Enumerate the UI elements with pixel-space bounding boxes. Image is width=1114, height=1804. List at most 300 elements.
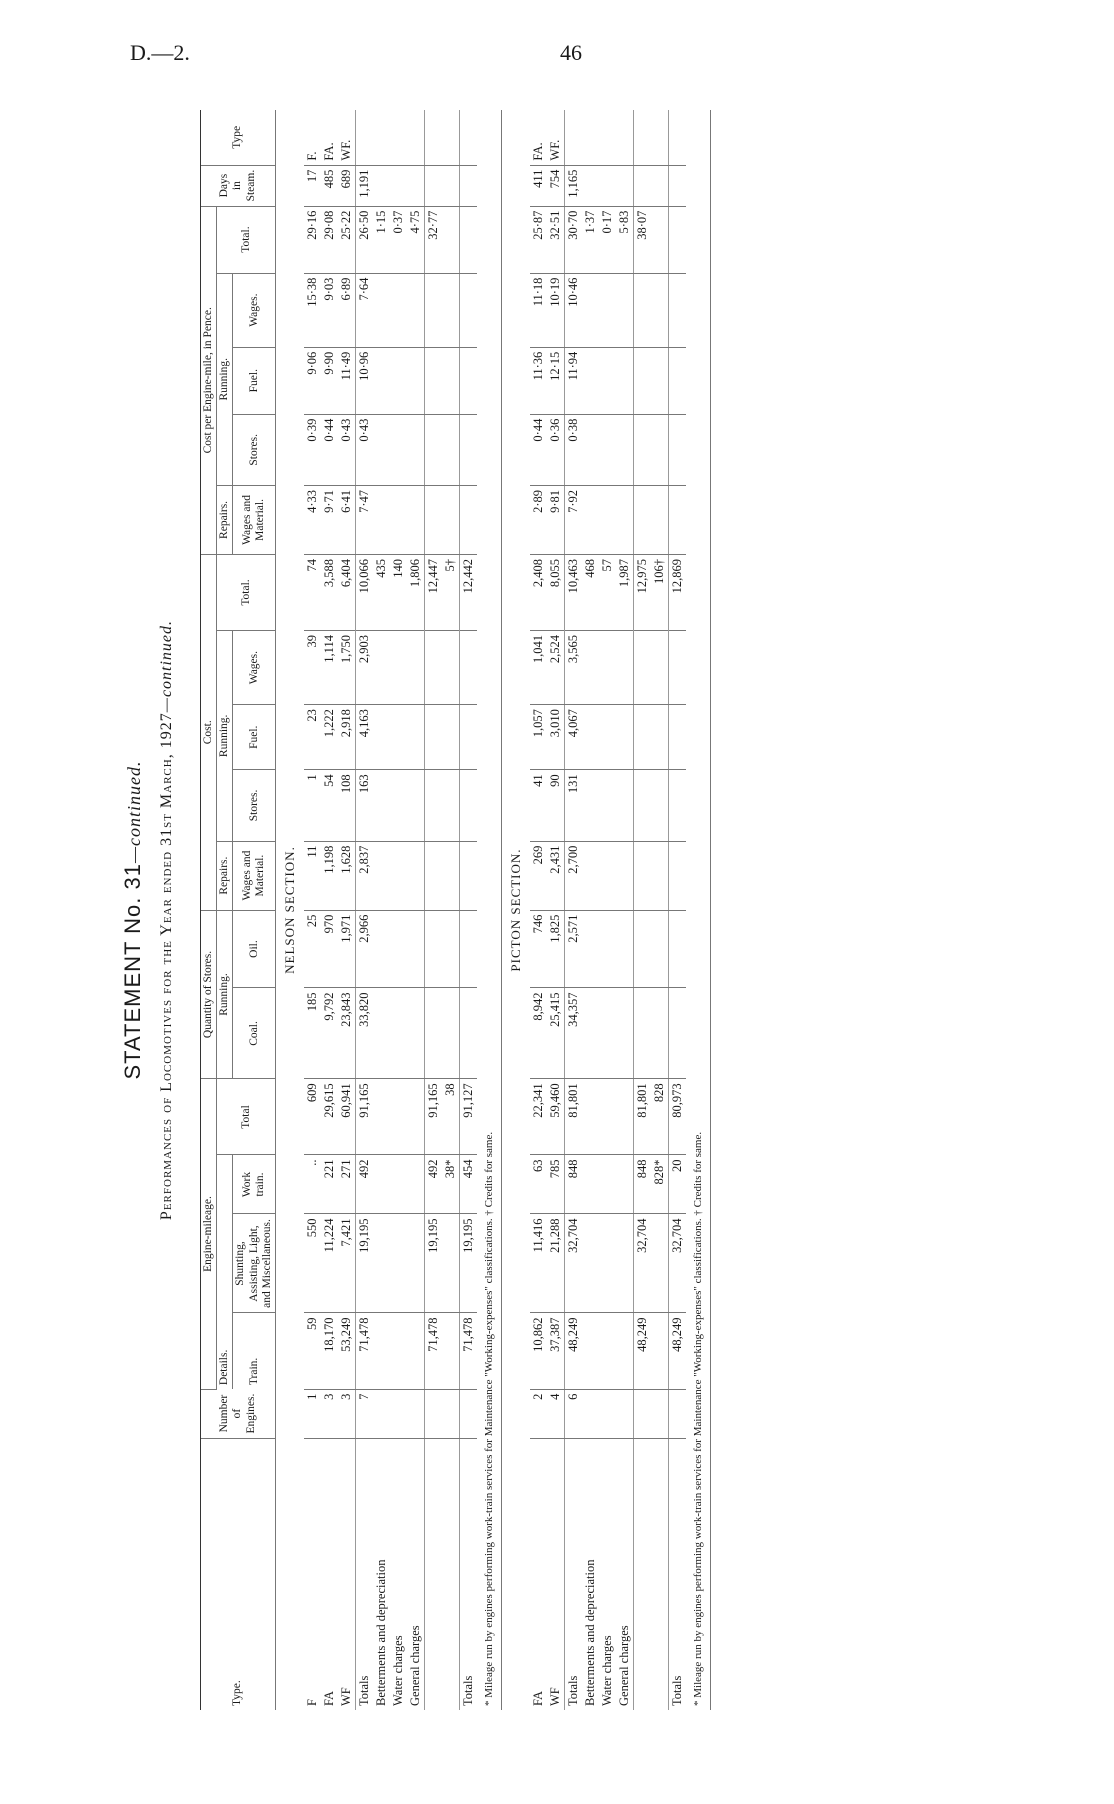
table-cell <box>373 910 390 988</box>
table-cell: 29,615 <box>321 1079 338 1155</box>
table-cell: 74 <box>304 554 321 630</box>
row-type: F <box>305 1699 320 1706</box>
table-cell <box>425 110 443 165</box>
table-cell <box>390 705 407 770</box>
table-cell: 1·37 <box>582 206 599 273</box>
table-cell <box>634 770 652 841</box>
table-cell <box>425 988 443 1079</box>
table-cell <box>390 347 407 414</box>
table-cell: 7 <box>356 1389 374 1438</box>
table-cell: 34,357 <box>565 988 583 1079</box>
table-cell <box>407 485 425 554</box>
table-cell <box>390 414 407 485</box>
table-cell <box>373 414 390 485</box>
col-details: Details. <box>217 1155 233 1389</box>
section-heading: NELSON SECTION. <box>282 846 298 974</box>
table-cell: 689 <box>338 165 356 206</box>
table-cell: 7·47 <box>356 485 374 554</box>
table-cell: 2,966 <box>356 910 374 988</box>
locomotive-performance-table <box>200 110 711 1710</box>
table-cell: 609 <box>304 1079 321 1155</box>
table-cell <box>582 1214 599 1313</box>
table-cell <box>390 910 407 988</box>
table-row <box>582 110 599 1710</box>
table-cell <box>599 347 616 414</box>
page-header <box>0 40 1114 80</box>
table-cell: 17 <box>304 165 321 206</box>
col-train: Train. <box>233 1313 276 1389</box>
table-cell: 32,704 <box>565 1214 583 1313</box>
table-cell: 106† <box>651 554 669 630</box>
table-cell <box>599 1155 616 1214</box>
row-type: Totals <box>565 1438 583 1710</box>
table-cell <box>425 347 443 414</box>
table-cell: 1,057 <box>530 705 547 770</box>
table-cell <box>373 988 390 1079</box>
table-cell: FA. <box>530 110 547 165</box>
table-cell: 185 <box>304 988 321 1079</box>
table-cell <box>634 1389 652 1438</box>
table-cell <box>669 705 687 770</box>
nelson-footnote <box>477 110 502 1710</box>
table-cell <box>460 110 478 165</box>
subtitle-suffix: —continued. <box>158 619 175 713</box>
table-cell: 492 <box>356 1155 374 1214</box>
table-cell: 33,820 <box>356 988 374 1079</box>
table-cell: 4·33 <box>304 485 321 554</box>
table-cell: 1,750 <box>338 631 356 705</box>
table-cell <box>634 988 652 1079</box>
table-cell: 454 <box>460 1155 478 1214</box>
table-cell <box>634 910 652 988</box>
row-type: WF <box>339 1687 354 1706</box>
table-cell: 38·07 <box>634 206 652 273</box>
table-cell <box>407 988 425 1079</box>
table-cell: 970 <box>321 910 338 988</box>
table-row <box>547 110 565 1710</box>
col-work-train: Work train. <box>233 1155 276 1214</box>
table-cell: 11,224 <box>321 1214 338 1313</box>
picton-footnote <box>686 110 711 1710</box>
table-cell <box>425 910 443 988</box>
row-type: Totals <box>669 1438 687 1710</box>
table-cell: 39 <box>304 631 321 705</box>
table-cell: 19,195 <box>356 1214 374 1313</box>
table-cell: 131 <box>565 770 583 841</box>
col-stores-running: Running. <box>217 910 233 1079</box>
table-cell <box>582 631 599 705</box>
table-cell <box>616 347 634 414</box>
table-cell <box>356 110 374 165</box>
table-cell <box>634 705 652 770</box>
row-type: General charges <box>617 1625 632 1706</box>
table-cell <box>634 485 652 554</box>
table-cell <box>442 347 460 414</box>
table-cell <box>616 1214 634 1313</box>
table-cell: 1,198 <box>321 841 338 910</box>
table-cell: 9·06 <box>304 347 321 414</box>
table-cell: 53,249 <box>338 1313 356 1389</box>
table-cell: 10,463 <box>565 554 583 630</box>
table-cell: 754 <box>547 165 565 206</box>
page-reference: D.—2. <box>130 40 190 65</box>
table-cell <box>616 414 634 485</box>
table-cell <box>442 1313 460 1389</box>
table-cell <box>425 485 443 554</box>
table-cell: WF. <box>338 110 356 165</box>
table-cell <box>669 910 687 988</box>
table-cell <box>599 841 616 910</box>
table-cell <box>460 206 478 273</box>
row-type <box>651 1438 669 1710</box>
table-cell: 25·22 <box>338 206 356 273</box>
col-cost-total: Total. <box>217 554 276 630</box>
col-shunting: Shunting, Assisting, Light, and Miscellaneous. <box>233 1214 276 1313</box>
table-cell: 12,869 <box>669 554 687 630</box>
table-cell <box>616 705 634 770</box>
table-cell: 1,806 <box>407 554 425 630</box>
row-type: Betterments and depreciation <box>374 1559 389 1706</box>
table-row <box>407 110 425 1710</box>
table-cell <box>442 110 460 165</box>
table-cell <box>390 165 407 206</box>
table-cell: 4 <box>547 1389 565 1438</box>
table-row <box>460 110 478 1710</box>
table-cell <box>616 631 634 705</box>
table-cell <box>599 910 616 988</box>
table-cell <box>599 110 616 165</box>
nelson-section-heading <box>276 110 305 1710</box>
table-cell <box>651 414 669 485</box>
table-cell <box>582 770 599 841</box>
table-cell <box>634 631 652 705</box>
table-cell: 828* <box>651 1155 669 1214</box>
table-cell <box>634 347 652 414</box>
table-cell <box>582 988 599 1079</box>
table-cell <box>634 841 652 910</box>
table-cell <box>651 1389 669 1438</box>
row-type: Totals <box>460 1438 478 1710</box>
table-cell <box>651 165 669 206</box>
col-pence-wages: Wages. <box>233 273 276 347</box>
table-cell: 11·36 <box>530 347 547 414</box>
table-cell <box>407 705 425 770</box>
rotated-statement <box>100 100 1060 1740</box>
row-type: FA <box>531 1690 546 1706</box>
table-cell: 1,191 <box>356 165 374 206</box>
table-cell: 0·44 <box>321 414 338 485</box>
table-cell <box>616 110 634 165</box>
table-cell: 435 <box>373 554 390 630</box>
table-cell: 12,442 <box>460 554 478 630</box>
table-cell <box>407 910 425 988</box>
table-cell <box>599 1389 616 1438</box>
table-cell: 63 <box>530 1155 547 1214</box>
table-cell <box>425 1389 443 1438</box>
table-cell: 8,055 <box>547 554 565 630</box>
table-row <box>321 110 338 1710</box>
page-number: 46 <box>560 40 582 65</box>
row-type <box>442 1438 460 1710</box>
table-cell: 11,416 <box>530 1214 547 1313</box>
table-cell: 0·38 <box>565 414 583 485</box>
table-cell: 2,700 <box>565 841 583 910</box>
table-cell: 91,127 <box>460 1079 478 1155</box>
table-cell: 54 <box>321 770 338 841</box>
table-cell <box>442 1214 460 1313</box>
table-cell: 48,249 <box>565 1313 583 1389</box>
table-cell <box>407 165 425 206</box>
table-cell <box>390 485 407 554</box>
table-cell: 32·51 <box>547 206 565 273</box>
table-cell <box>616 165 634 206</box>
table-cell: 59 <box>304 1313 321 1389</box>
table-cell <box>460 1389 478 1438</box>
table-cell: 29·08 <box>321 206 338 273</box>
table-cell <box>442 414 460 485</box>
table-cell <box>599 631 616 705</box>
table-cell: 163 <box>356 770 374 841</box>
table-cell: 0·44 <box>530 414 547 485</box>
table-cell <box>407 1155 425 1214</box>
table-cell <box>425 273 443 347</box>
picton-section-heading <box>502 110 531 1710</box>
table-cell <box>407 347 425 414</box>
table-cell: 80,973 <box>669 1079 687 1155</box>
table-cell: 3,010 <box>547 705 565 770</box>
table-cell: 12,447 <box>425 554 443 630</box>
table-row <box>565 110 583 1710</box>
row-type <box>425 1438 443 1710</box>
table-cell: 25 <box>304 910 321 988</box>
table-body <box>276 110 711 1710</box>
table-cell: 4,163 <box>356 705 374 770</box>
table-cell: 6,404 <box>338 554 356 630</box>
table-cell <box>373 631 390 705</box>
row-type: FA <box>322 1690 337 1706</box>
table-cell <box>669 110 687 165</box>
table-cell <box>373 770 390 841</box>
table-cell <box>582 347 599 414</box>
table-cell <box>582 705 599 770</box>
table-cell: 10,862 <box>530 1313 547 1389</box>
table-cell: 11·94 <box>565 347 583 414</box>
table-cell <box>599 1313 616 1389</box>
table-cell: 71,478 <box>356 1313 374 1389</box>
table-cell: 19,195 <box>460 1214 478 1313</box>
table-cell: 19,195 <box>425 1214 443 1313</box>
col-cost-repairs: Repairs. <box>217 841 233 910</box>
table-cell <box>407 1214 425 1313</box>
table-cell <box>373 273 390 347</box>
table-cell <box>390 110 407 165</box>
table-row <box>634 110 652 1710</box>
table-cell <box>582 1155 599 1214</box>
table-cell: 48,249 <box>634 1313 652 1389</box>
table-cell: 71,478 <box>460 1313 478 1389</box>
table-row <box>390 110 407 1710</box>
table-cell: 3,565 <box>565 631 583 705</box>
table-row <box>530 110 547 1710</box>
table-cell: 11·18 <box>530 273 547 347</box>
table-cell: 0·43 <box>356 414 374 485</box>
table-cell: 32,704 <box>669 1214 687 1313</box>
table-cell <box>616 988 634 1079</box>
table-cell: 1,041 <box>530 631 547 705</box>
table-cell <box>442 631 460 705</box>
table-cell: 0·39 <box>304 414 321 485</box>
table-cell: 10·96 <box>356 347 374 414</box>
table-cell <box>373 165 390 206</box>
table-cell <box>373 347 390 414</box>
table-cell <box>460 485 478 554</box>
table-cell: 37,387 <box>547 1313 565 1389</box>
table-cell: 25·87 <box>530 206 547 273</box>
table-cell: 23,843 <box>338 988 356 1079</box>
col-cost-fuel: Fuel. <box>233 705 276 770</box>
table-cell: 38* <box>442 1155 460 1214</box>
table-row <box>442 110 460 1710</box>
table-cell <box>651 841 669 910</box>
footnote-text: * Mileage run by engines performing work-train services for Maintenance "Working-expenses" classifications. † Credits for same. <box>686 110 711 1710</box>
table-cell <box>599 273 616 347</box>
table-cell: 3 <box>321 1389 338 1438</box>
table-cell: 57 <box>599 554 616 630</box>
table-cell <box>390 1079 407 1155</box>
table-cell <box>634 165 652 206</box>
table-cell: 2,408 <box>530 554 547 630</box>
statement-title <box>120 100 146 1740</box>
table-cell <box>442 841 460 910</box>
table-cell: 550 <box>304 1214 321 1313</box>
table-cell: 140 <box>390 554 407 630</box>
table-cell: 2,524 <box>547 631 565 705</box>
table-cell: 8,942 <box>530 988 547 1079</box>
table-cell: 492 <box>425 1155 443 1214</box>
table-cell: 32·77 <box>425 206 443 273</box>
table-cell: 0·37 <box>390 206 407 273</box>
table-cell <box>390 1155 407 1214</box>
table-cell <box>390 1214 407 1313</box>
table-cell <box>582 910 599 988</box>
row-type <box>634 1438 652 1710</box>
table-cell: 2·89 <box>530 485 547 554</box>
table-cell <box>565 110 583 165</box>
table-cell <box>582 165 599 206</box>
table-cell: 25,415 <box>547 988 565 1079</box>
table-cell: 9·71 <box>321 485 338 554</box>
table-cell <box>373 705 390 770</box>
table-cell: 1,222 <box>321 705 338 770</box>
table-cell: 1·15 <box>373 206 390 273</box>
col-cost-wages: Wages. <box>233 631 276 705</box>
table-cell: 26·50 <box>356 206 374 273</box>
table-cell <box>599 1214 616 1313</box>
table-cell <box>442 273 460 347</box>
table-cell: 1,971 <box>338 910 356 988</box>
section-heading: PICTON SECTION. <box>508 848 524 972</box>
table-cell <box>425 631 443 705</box>
table-cell: 91,165 <box>356 1079 374 1155</box>
col-number-of-engines: Number of Engines. <box>201 1389 276 1438</box>
table-cell <box>669 988 687 1079</box>
table-cell <box>669 206 687 273</box>
table-cell: 30·70 <box>565 206 583 273</box>
table-cell <box>407 1313 425 1389</box>
table-cell <box>407 110 425 165</box>
col-type: Type. <box>201 1438 276 1710</box>
table-cell <box>669 841 687 910</box>
table-cell <box>425 770 443 841</box>
col-pence-stores: Stores. <box>233 414 276 485</box>
table-cell: 23 <box>304 705 321 770</box>
table-cell: 91,165 <box>425 1079 443 1155</box>
table-cell <box>634 414 652 485</box>
table-cell: 60,941 <box>338 1079 356 1155</box>
table-cell: 10·46 <box>565 273 583 347</box>
table-cell <box>390 770 407 841</box>
row-type: General charges <box>408 1625 423 1706</box>
col-oil: Oil. <box>233 910 276 988</box>
table-cell: 485 <box>321 165 338 206</box>
table-cell <box>407 1389 425 1438</box>
table-cell <box>669 770 687 841</box>
table-cell: 2,837 <box>356 841 374 910</box>
table-cell <box>582 1389 599 1438</box>
col-cost-per-mile: Cost per Engine-mile, in Pence. <box>201 206 217 554</box>
table-cell: 828 <box>651 1079 669 1155</box>
table-cell <box>442 485 460 554</box>
row-type: Totals <box>356 1438 374 1710</box>
table-cell: 32,704 <box>634 1214 652 1313</box>
table-cell <box>616 485 634 554</box>
table-cell: 1,165 <box>565 165 583 206</box>
table-cell <box>651 705 669 770</box>
subtitle-text: Performances of Locomotives for the Year ended 31st March, 1927 <box>158 712 175 1221</box>
table-cell <box>599 165 616 206</box>
table-cell: 59,460 <box>547 1079 565 1155</box>
table-cell <box>582 1079 599 1155</box>
table-cell <box>651 347 669 414</box>
table-row <box>304 110 321 1710</box>
table-cell <box>373 110 390 165</box>
table-cell <box>390 841 407 910</box>
col-pence-fuel: Fuel. <box>233 347 276 414</box>
table-cell <box>669 165 687 206</box>
table-cell: 71,478 <box>425 1313 443 1389</box>
table-cell <box>582 841 599 910</box>
table-cell <box>373 1389 390 1438</box>
col-pence-running: Running. <box>217 273 233 485</box>
table-cell: 848 <box>634 1155 652 1214</box>
table-cell <box>651 1313 669 1389</box>
table-cell: 48,249 <box>669 1313 687 1389</box>
table-cell: 15·38 <box>304 273 321 347</box>
table-cell <box>460 631 478 705</box>
table-cell <box>373 1079 390 1155</box>
table-cell <box>460 165 478 206</box>
table-cell <box>442 770 460 841</box>
table-cell <box>616 841 634 910</box>
table-cell: 4·75 <box>407 206 425 273</box>
table-row <box>616 110 634 1710</box>
table-cell <box>460 910 478 988</box>
table-cell: .. <box>304 1155 321 1214</box>
table-cell <box>460 347 478 414</box>
row-type: Water charges <box>600 1635 615 1706</box>
col-days-in-steam: Days in Steam. <box>201 165 276 206</box>
table-cell: 2,431 <box>547 841 565 910</box>
